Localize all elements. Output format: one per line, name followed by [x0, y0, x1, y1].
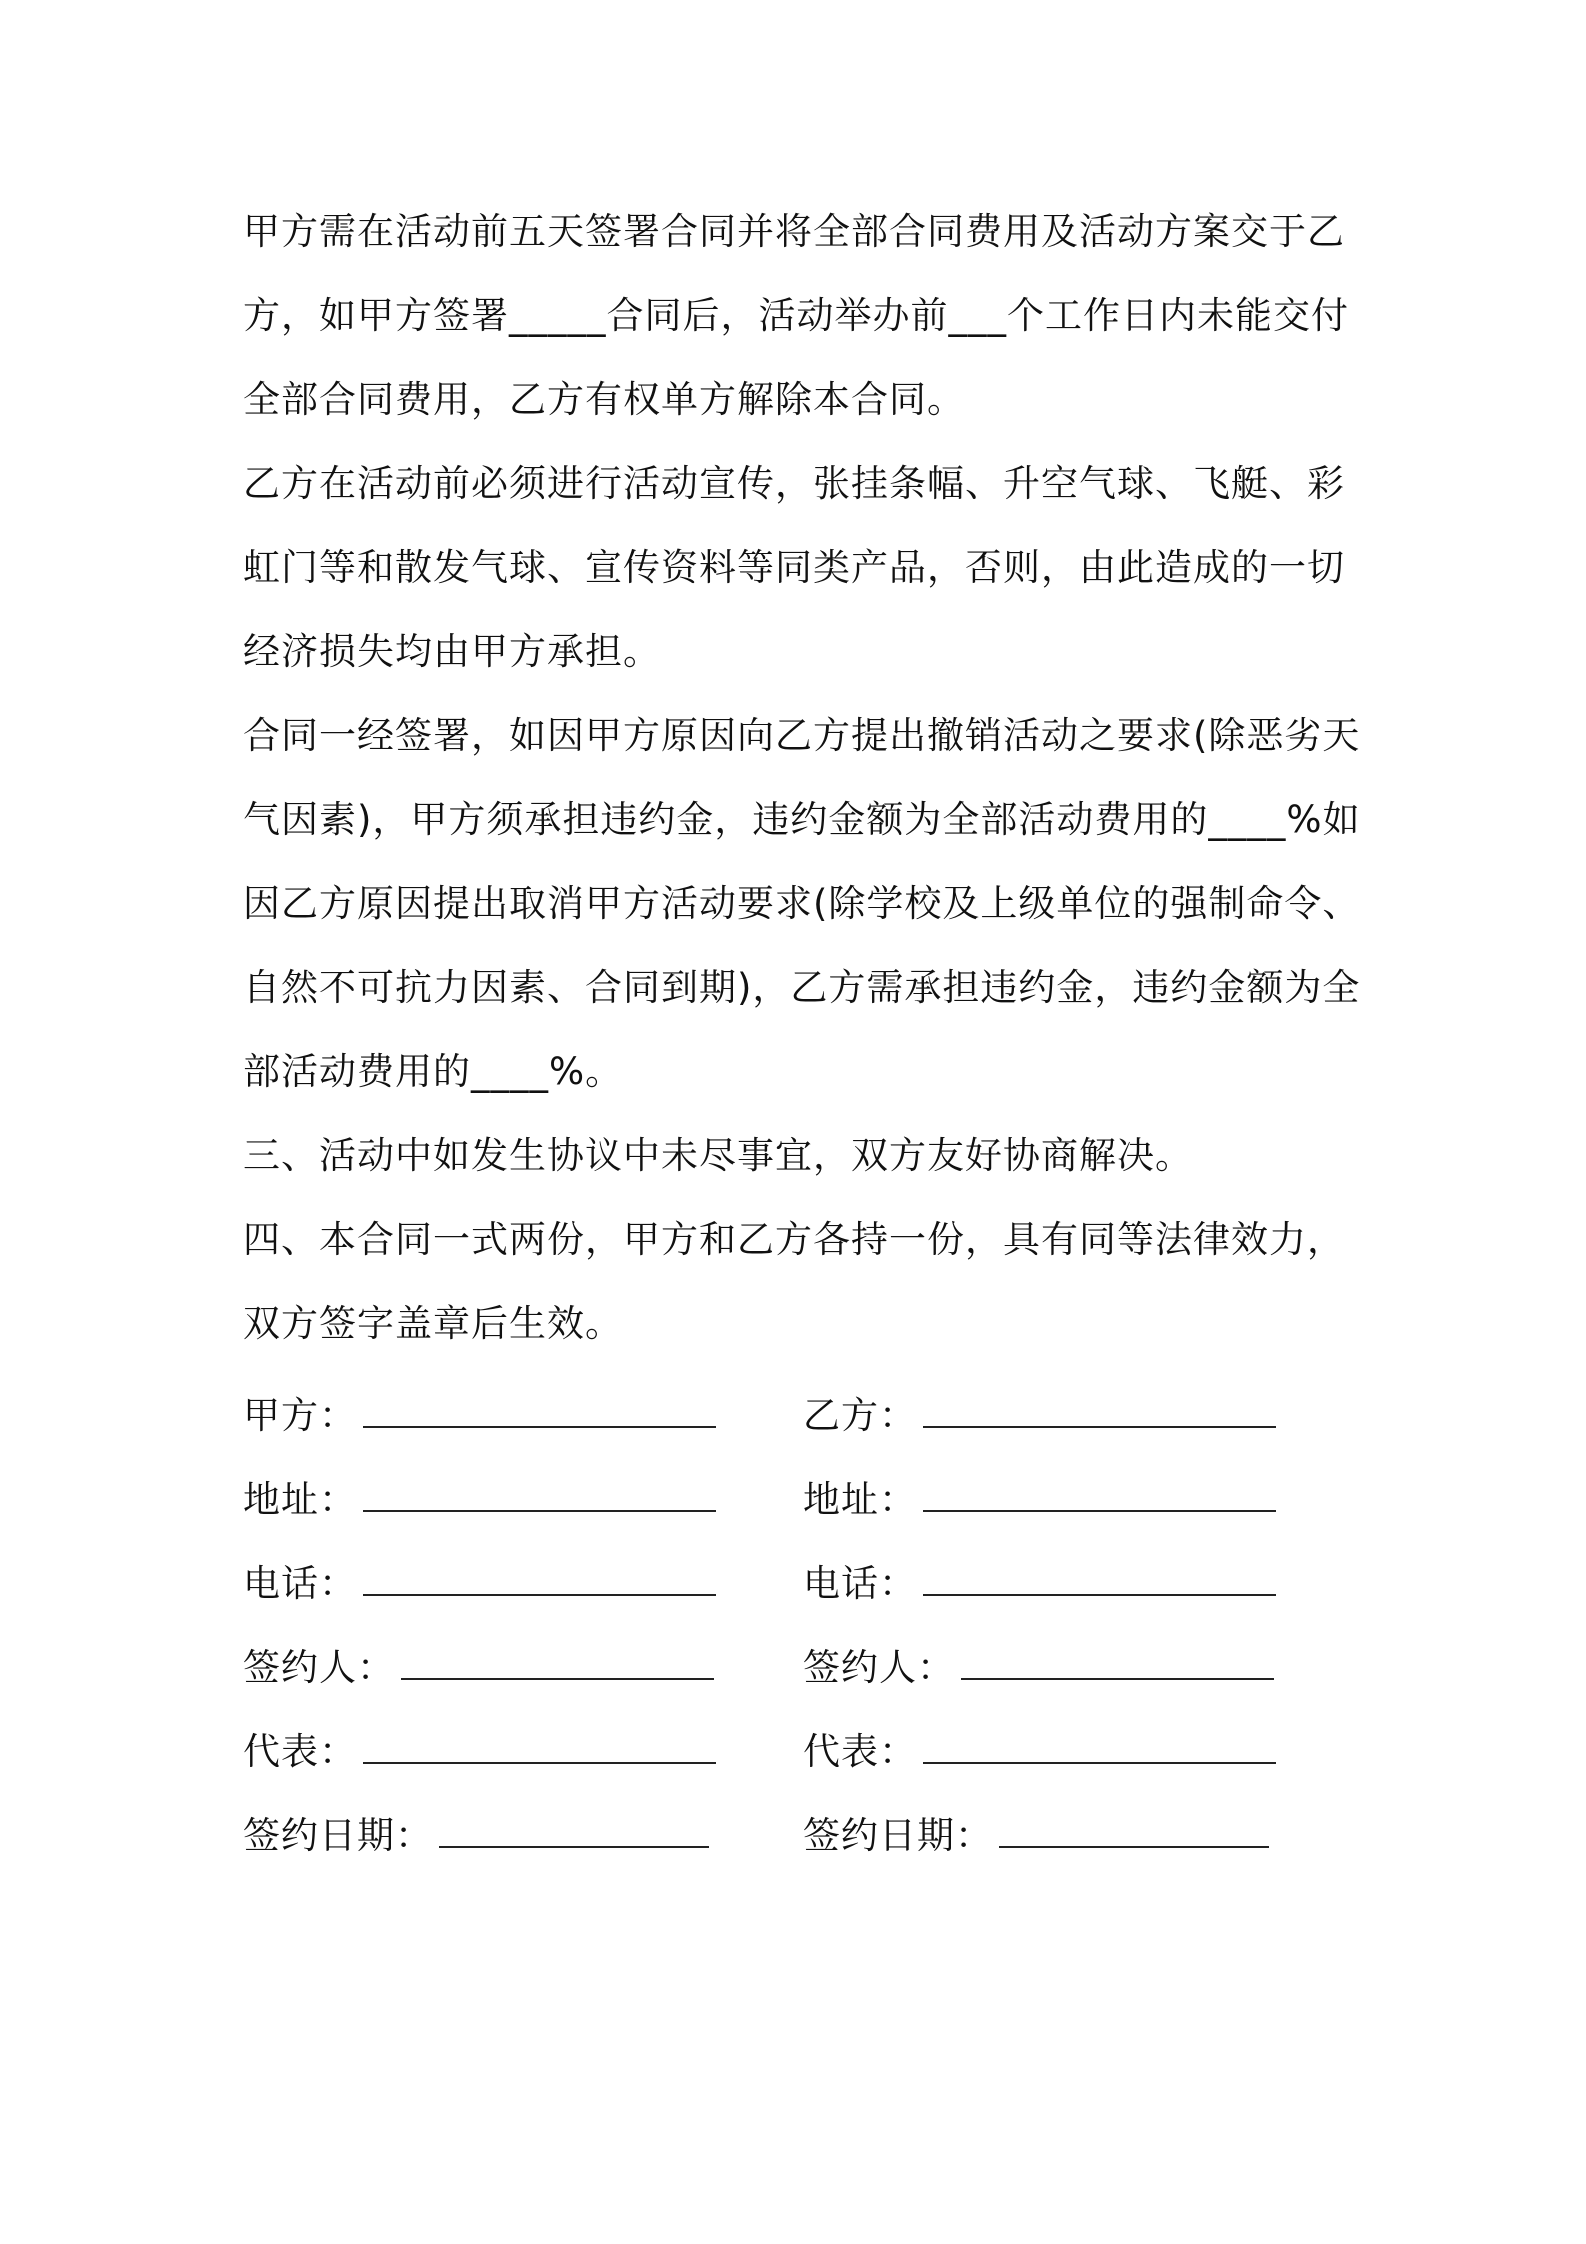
signature-row-representative — [243, 1706, 1363, 1790]
signer-b-label: 签约人： — [803, 1646, 955, 1689]
representative-b-line — [923, 1732, 1276, 1764]
party-a-cell — [243, 1385, 803, 1439]
phone-a-line — [363, 1564, 716, 1596]
signer-a-label: 签约人： — [243, 1646, 395, 1689]
clause-payment: 甲方需在活动前五天签署合同并将全部合同费用及活动方案交于乙方，如甲方签署_____合同后，活动举办前___个工作日内未能交付全部合同费用，乙方有权单方解除本合同。 — [243, 210, 1349, 421]
party-a-label: 甲方： — [243, 1394, 357, 1437]
signer-b-line — [961, 1648, 1274, 1680]
clause-four: 四、本合同一式两份，甲方和乙方各持一份，具有同等法律效力，双方签字盖章后生效。 — [243, 1218, 1345, 1345]
signature-block — [243, 1370, 1363, 1874]
representative-a-label: 代表： — [243, 1730, 357, 1773]
date-b-label: 签约日期： — [803, 1814, 993, 1857]
date-a-cell — [243, 1805, 803, 1859]
clause-three: 三、活动中如发生协议中未尽事宜，双方友好协商解决。 — [243, 1134, 1193, 1177]
contract-page — [243, 190, 1363, 1874]
address-a-line — [363, 1480, 716, 1512]
party-b-label: 乙方： — [803, 1394, 917, 1437]
address-b-line — [923, 1480, 1276, 1512]
phone-b-label: 电话： — [803, 1562, 917, 1605]
address-a-label: 地址： — [243, 1478, 357, 1521]
address-b-cell — [803, 1469, 1363, 1523]
party-b-line — [923, 1396, 1276, 1428]
signature-row-phone — [243, 1538, 1363, 1622]
representative-b-label: 代表： — [803, 1730, 917, 1773]
party-a-line — [363, 1396, 716, 1428]
address-b-label: 地址： — [803, 1478, 917, 1521]
party-b-cell — [803, 1385, 1363, 1439]
representative-a-cell — [243, 1721, 803, 1775]
address-a-cell — [243, 1469, 803, 1523]
date-a-line — [439, 1816, 709, 1848]
signer-b-cell — [803, 1637, 1363, 1691]
signature-row-address — [243, 1454, 1363, 1538]
signature-row-signer — [243, 1622, 1363, 1706]
phone-b-cell — [803, 1553, 1363, 1607]
signer-a-line — [401, 1648, 714, 1680]
date-b-line — [999, 1816, 1269, 1848]
clause-promotion: 乙方在活动前必须进行活动宣传，张挂条幅、升空气球、飞艇、彩虹门等和散发气球、宣传资料等同类产品，否则，由此造成的一切经济损失均由甲方承担。 — [243, 462, 1345, 673]
representative-b-cell — [803, 1721, 1363, 1775]
signature-row-party — [243, 1370, 1363, 1454]
phone-b-line — [923, 1564, 1276, 1596]
clause-breach: 合同一经签署，如因甲方原因向乙方提出撤销活动之要求(除恶劣天气因素)，甲方须承担违约金，违约金额为全部活动费用的____%如因乙方原因提出取消甲方活动要求(除学校及上级单位的强制命令、自然不可抗力因素、合同到期)，乙方需承担违约金，违约金额为全部活动费用的____%。 — [243, 714, 1361, 1093]
phone-a-label: 电话： — [243, 1562, 357, 1605]
date-b-cell — [803, 1805, 1363, 1859]
representative-a-line — [363, 1732, 716, 1764]
signer-a-cell — [243, 1637, 803, 1691]
date-a-label: 签约日期： — [243, 1814, 433, 1857]
phone-a-cell — [243, 1553, 803, 1607]
signature-row-date — [243, 1790, 1363, 1874]
